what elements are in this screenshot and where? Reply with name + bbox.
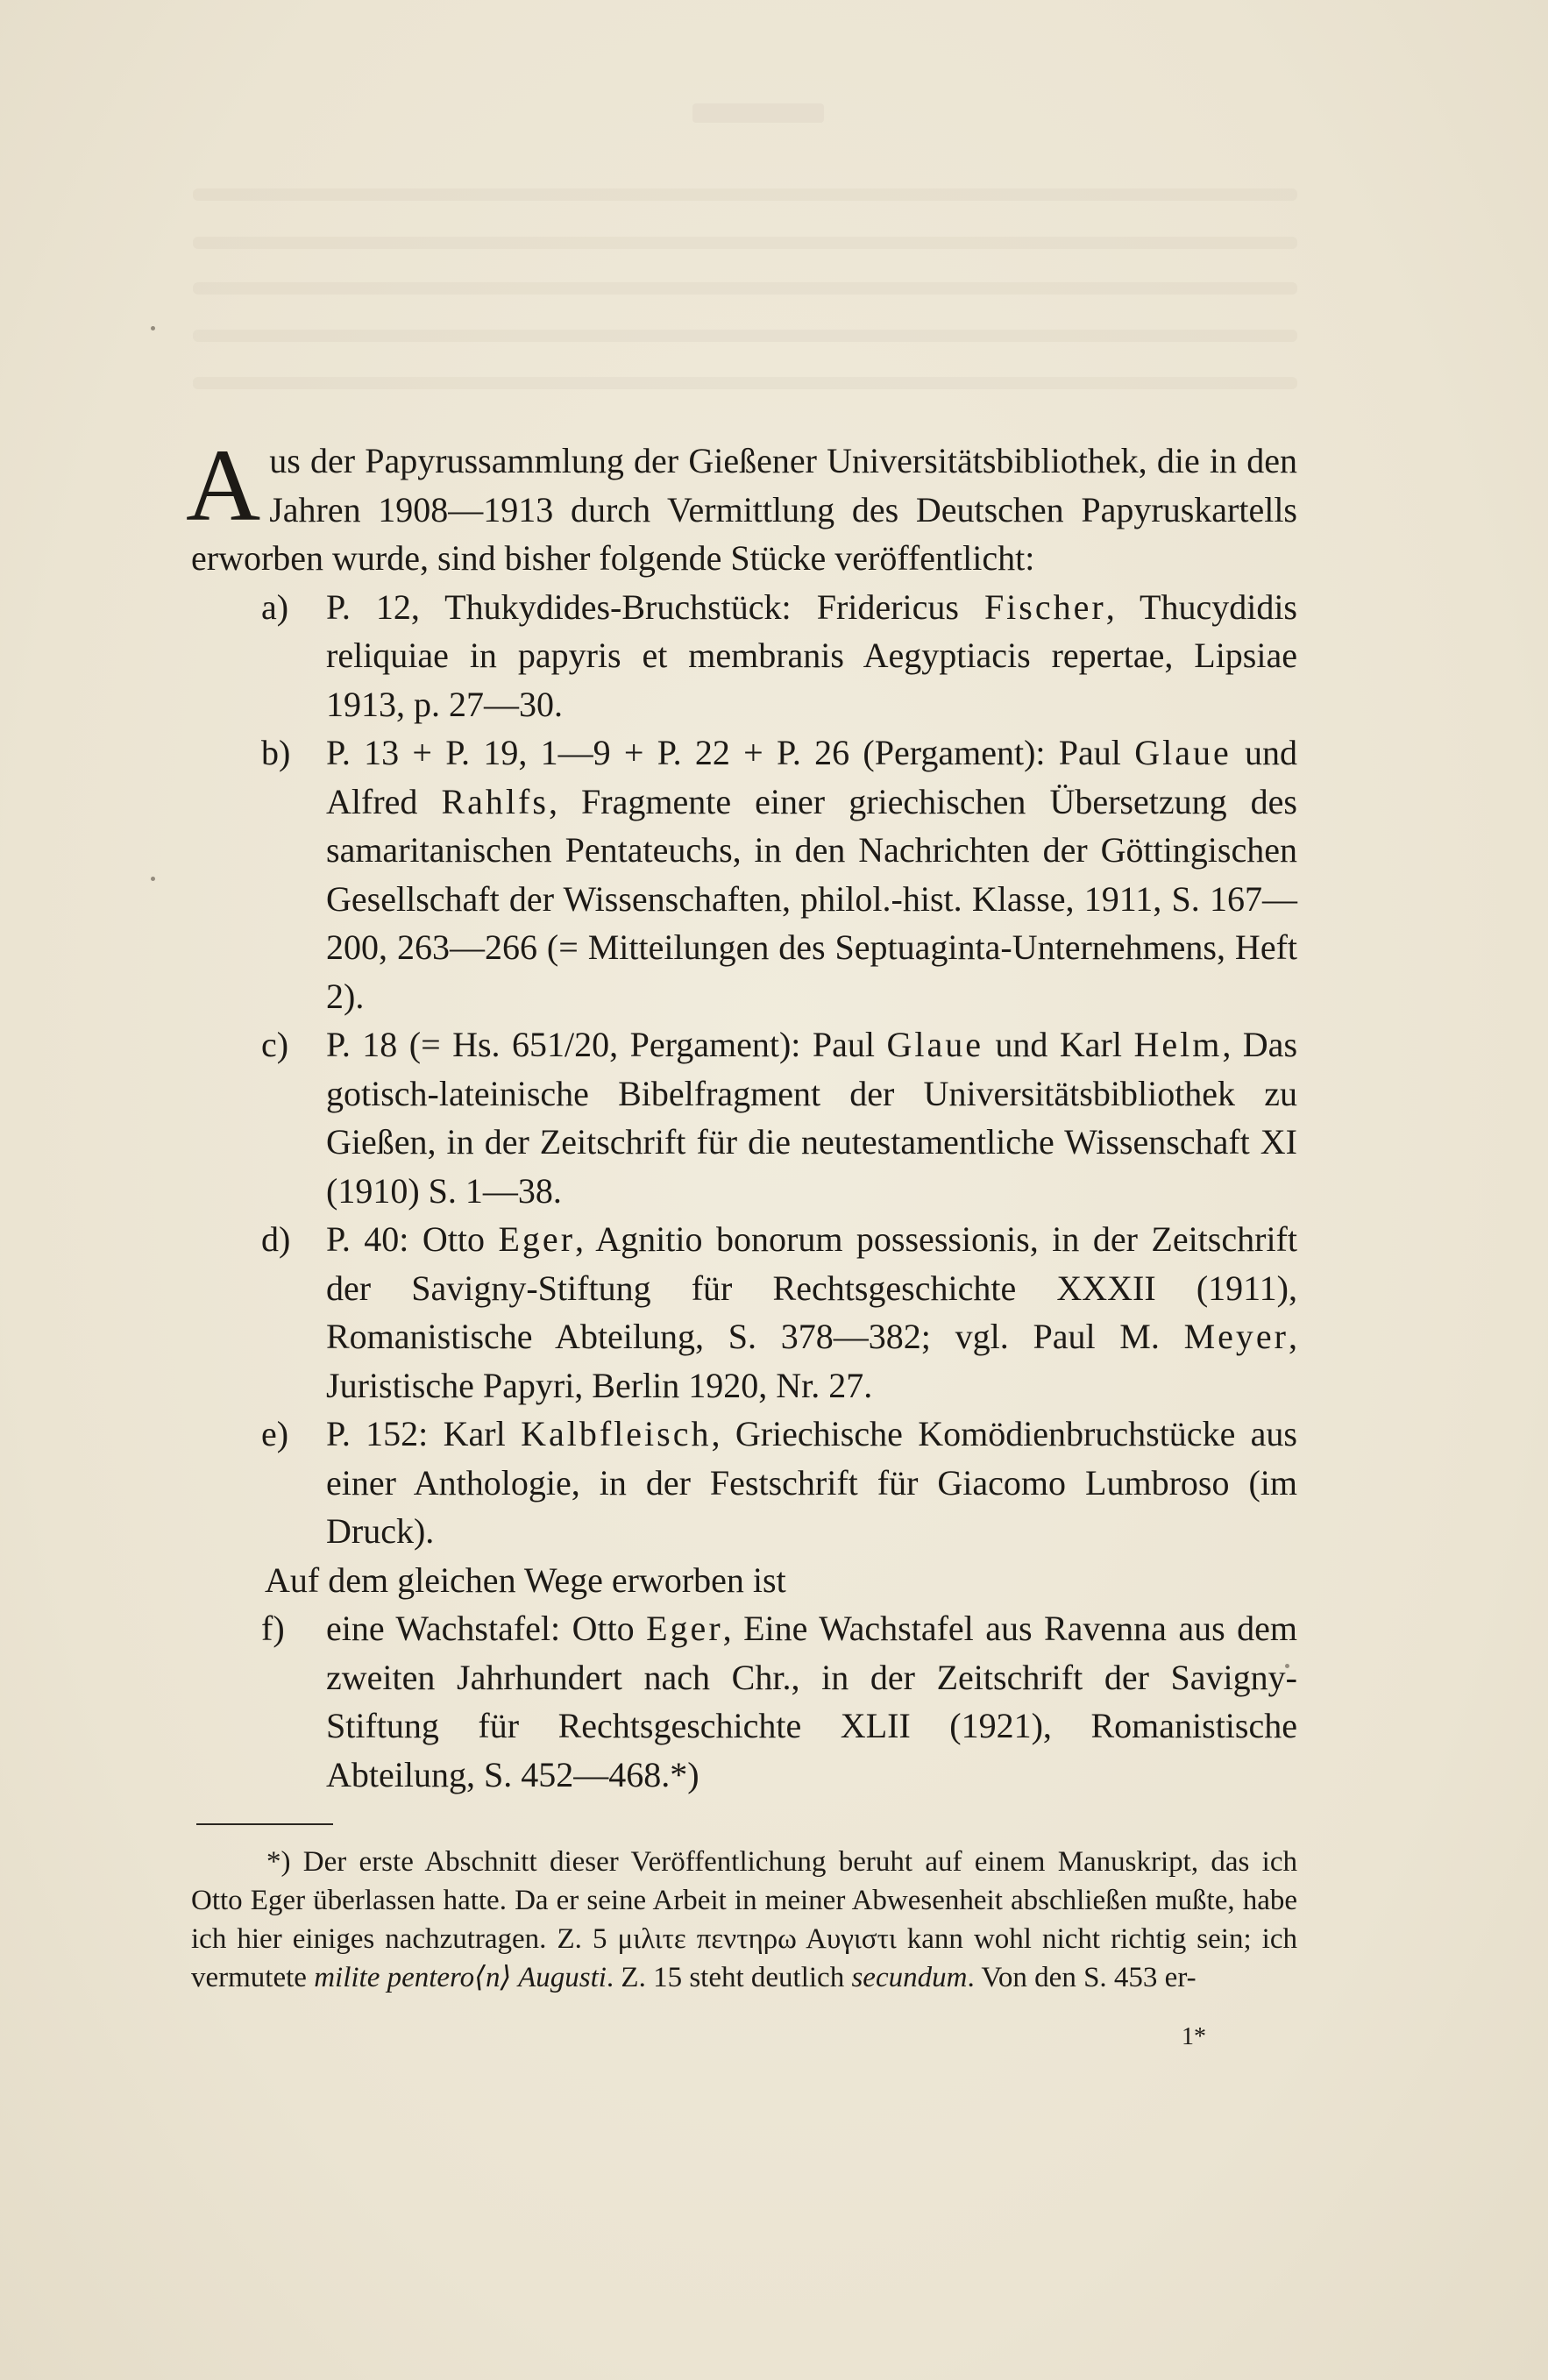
list-item [191, 583, 1297, 729]
item-text: P. 152: Karl [326, 1414, 522, 1453]
footnote-italic: secundum [851, 1962, 968, 1993]
item-text: , Fragmente einer griechischen Übersetzung des samaritanischen Pentateuchs, in den Nachrichten der Göttingischen Gesellschaft der Wissenschaften, philol.-hist. Klasse, 1911, S. 167—200, 263—266 (= Mitteilungen des Septuaginta-Unternehmens, Heft 2). [326, 781, 1297, 1016]
bleed-through-line [193, 188, 1297, 201]
item-marker: b) [261, 733, 291, 772]
item-text: , Griechische Komödienbruchstücke aus einer Anthologie, in der Festschrift für Giacomo Lumbroso (im Druck). [326, 1414, 1297, 1551]
item-text: , Das gotisch-lateinische Bibelfragment der Universitätsbibliothek zu Gießen, in der Zeitschrift für die neutestamentliche Wissenschaft XI (1910) S. 1—38. [326, 1025, 1298, 1211]
bleed-through-line [193, 282, 1297, 295]
item-text: , Eine Wachstafel aus Ravenna aus dem zweiten Jahrhundert nach Chr., in der Zeitschrift der Savigny-Stiftung für Rechtsgeschichte XLII (1921), Romanistische Abteilung, S. 452—468.*) [326, 1609, 1297, 1794]
item-text: , Thucydidis reliquiae in papyris et membranis Aegyptiacis repertae, Lipsiae 1913, p. 27—30. [326, 586, 1298, 724]
item-text: und Karl [983, 1025, 1134, 1064]
bleed-through-line [193, 237, 1297, 249]
signature-mark: 1* [1182, 2023, 1206, 2050]
footnote-italic: milite pentero⟨n⟩ Augusti [314, 1962, 607, 1993]
item-marker: a) [261, 586, 289, 627]
item-text: eine Wachstafel: Otto [326, 1609, 647, 1648]
bleed-through-line [193, 377, 1297, 389]
second-paragraph: Auf dem gleichen Wege erworben ist [265, 1559, 786, 1600]
footnote-text: . Von den S. 453 er- [967, 1962, 1197, 1993]
item-marker: d) [261, 1219, 291, 1259]
item-text: P. 40: Otto [326, 1219, 499, 1259]
item-text: P. 18 (= Hs. 651/20, Pergament): Paul [326, 1025, 887, 1064]
item-text: , Agnitio bonorum possessionis, in der Zeitschrift der Savigny-Stiftung für Rechtsgeschichte XXXII (1911), Romanistische Abteilung, S. 378—382; vgl. Paul M. [326, 1219, 1297, 1356]
author-name: Glaue [886, 1025, 983, 1064]
speck [151, 326, 155, 330]
footnote [191, 1843, 1297, 1997]
author-name: Glaue [1134, 733, 1232, 772]
footnote-text: *) Der erste Abschnitt dieser Veröffentlichung beruht auf einem Manuskript, das ich Otto Eger überlassen hatte. Da er seine Arbeit in meiner Abwesenheit abschließen mußte, habe ich hier einiges nachzutragen. Z. 5 μιλιτε πεντηρω Αυγιστι kann wohl nicht richtig sein; ich vermutete [191, 1846, 1297, 1993]
footnote-text: . Z. 15 steht deutlich [606, 1962, 852, 1993]
publication-list [191, 583, 1297, 1556]
drop-cap: A [186, 428, 261, 543]
body-text [186, 428, 1298, 1997]
publication-list-2 [191, 1604, 1297, 1799]
author-name: Eger [646, 1609, 723, 1648]
item-marker: f) [261, 1609, 285, 1648]
item-text: und Alfred [326, 733, 1298, 821]
speck [151, 877, 155, 881]
list-item [191, 1020, 1297, 1215]
item-marker: e) [261, 1414, 289, 1453]
footnote-rule [196, 1823, 333, 1825]
item-marker: c) [261, 1025, 289, 1064]
list-item [191, 1604, 1297, 1799]
author-name: Kalbfleisch [521, 1414, 712, 1453]
author-name: Helm [1133, 1025, 1223, 1064]
author-name: Rahlfs [441, 781, 549, 821]
bleed-through-header [692, 103, 824, 123]
author-name: Eger [498, 1219, 576, 1259]
item-text: P. 12, Thukydides-Bruchstück: Fridericus [326, 586, 984, 627]
list-item [191, 1215, 1297, 1410]
item-text: , Juristische Papyri, Berlin 1920, Nr. 27. [326, 1317, 1297, 1405]
author-name: Meyer [1183, 1317, 1289, 1356]
item-text: P. 13 + P. 19, 1—9 + P. 22 + P. 26 (Pergament): Paul [326, 733, 1135, 772]
author-name: Fischer [983, 586, 1106, 627]
bleed-through-line [193, 330, 1297, 342]
intro-text: us der Papyrussammlung der Gießener Universitätsbibliothek, die in den Jahren 1908—1913 durch Vermittlung des Deutschen Papyruskartells erworben wurde, sind bisher folgende Stücke veröffentlicht: [191, 441, 1297, 578]
list-item [191, 728, 1297, 1020]
intro-paragraph [186, 428, 1297, 583]
list-item [191, 1410, 1297, 1556]
